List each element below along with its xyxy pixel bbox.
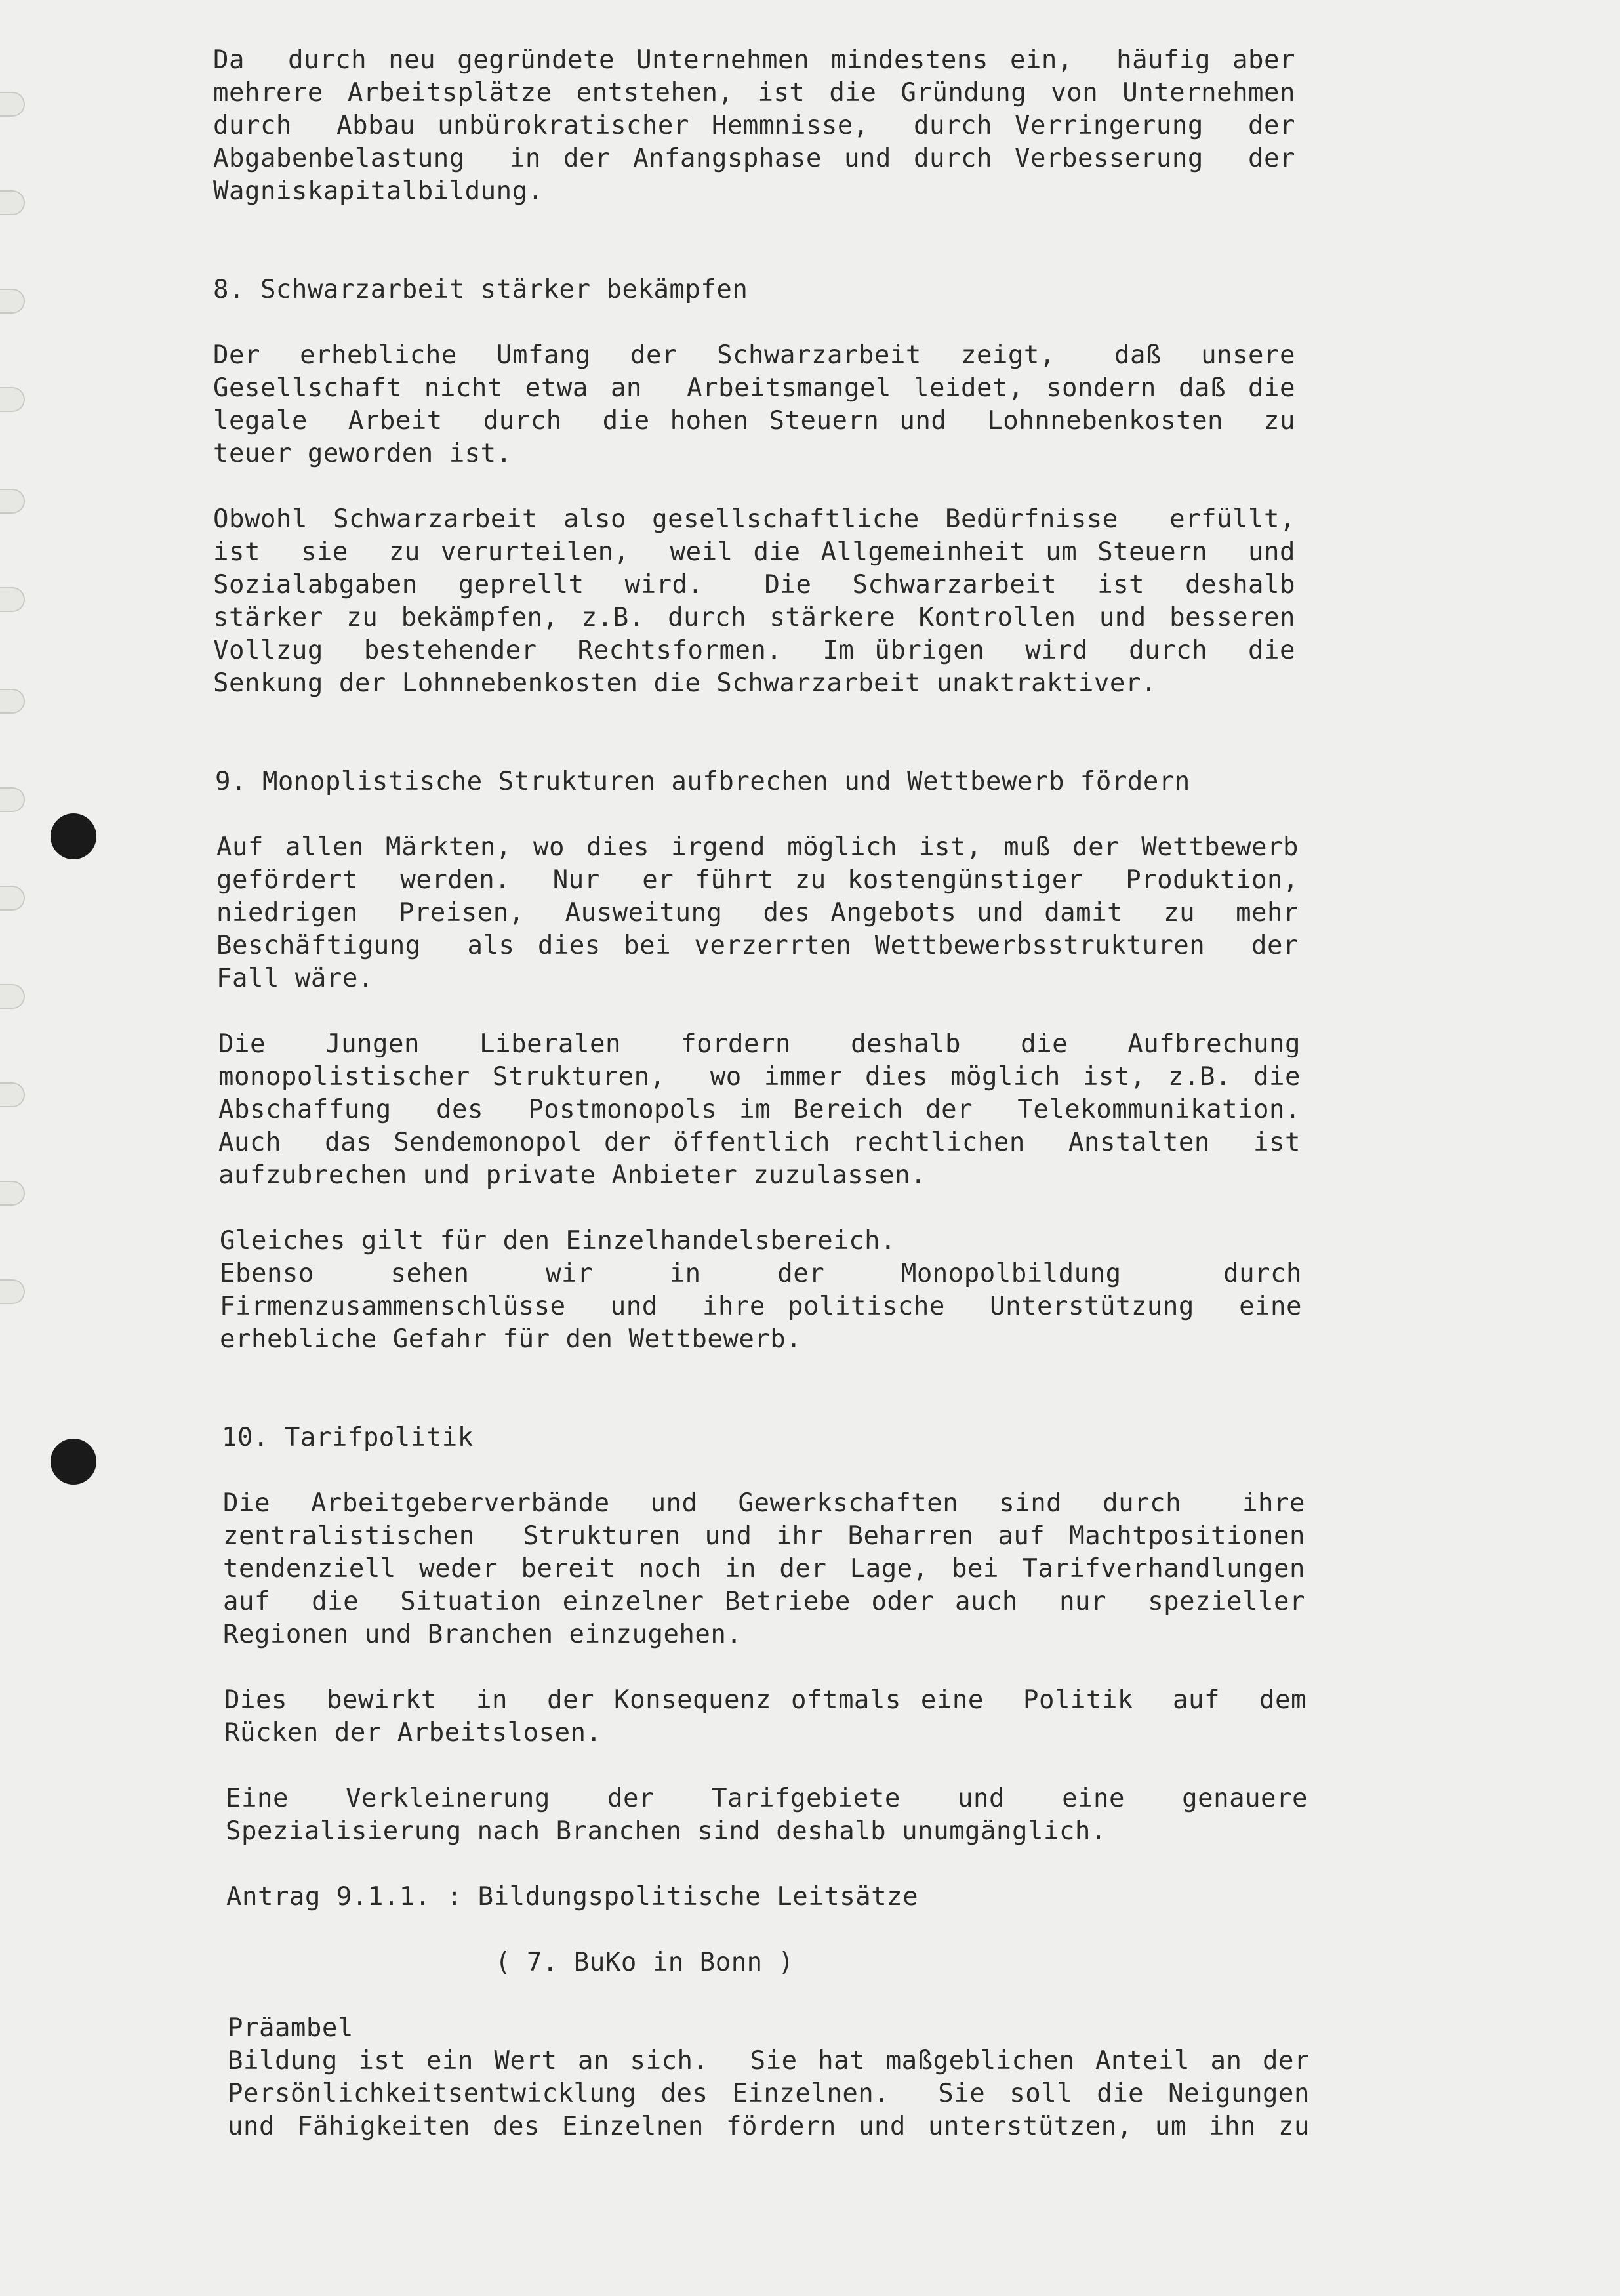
edge-mark xyxy=(0,689,25,714)
edge-mark xyxy=(0,1082,25,1107)
text-line: Dies bewirkt in der Konsequenz oftmals eine Politik auf dem xyxy=(224,1685,1306,1715)
antrag-subtitle: ( 7. BuKo in Bonn ) xyxy=(495,1948,794,1977)
paragraph-bildung xyxy=(228,2045,1310,2143)
paragraph-schwarzarbeit-2 xyxy=(213,503,1295,700)
text-line: Bildung ist ein Wert an sich. Sie hat maßgeblichen Anteil an der xyxy=(228,2046,1310,2076)
text-line: Auch das Sendemonopol der öffentlich rechtlichen Anstalten ist xyxy=(218,1128,1301,1157)
text-line: erhebliche Gefahr für den Wettbewerb. xyxy=(220,1324,802,1354)
text-line: durch Abbau unbürokratischer Hemmnisse, durch Verringerung der xyxy=(213,111,1295,140)
edge-mark xyxy=(0,489,25,514)
edge-mark xyxy=(0,190,25,215)
section-heading-10: 10. Tarifpolitik xyxy=(222,1423,474,1452)
text-line: Abschaffung des Postmonopols im Bereich der Telekommunikation. xyxy=(218,1095,1301,1124)
text-line: Sozialabgaben geprellt wird. Die Schwarzarbeit ist deshalb xyxy=(213,570,1295,600)
text-line: Obwohl Schwarzarbeit also gesellschaftliche Bedürfnisse erfüllt, xyxy=(213,504,1295,534)
edge-mark xyxy=(0,387,25,412)
text-line: gefördert werden. Nur er führt zu kostengünstiger Produktion, xyxy=(216,865,1299,895)
text-line: zentralistischen Strukturen und ihr Beharren auf Machtpositionen xyxy=(223,1521,1305,1551)
text-line: Gleiches gilt für den Einzelhandelsbereich. xyxy=(220,1226,897,1256)
edge-mark xyxy=(0,587,25,612)
edge-mark xyxy=(0,984,25,1009)
punch-hole xyxy=(51,813,96,859)
edge-mark xyxy=(0,787,25,812)
paragraph-tarif-1 xyxy=(223,1487,1305,1651)
paragraph-tarif-2 xyxy=(224,1684,1306,1750)
edge-mark xyxy=(0,289,25,314)
punch-hole xyxy=(51,1439,96,1485)
text-line: teuer geworden ist. xyxy=(213,439,512,468)
text-line: Gesellschaft nicht etwa an Arbeitsmangel leidet, sondern daß die xyxy=(213,373,1295,403)
paragraph-wettbewerb-3 xyxy=(220,1225,1302,1356)
paragraph-tarif-3 xyxy=(226,1782,1308,1848)
text-line: auf die Situation einzelner Betriebe oder auch nur spezieller xyxy=(223,1587,1305,1616)
text-line: Ebenso sehen wir in der Monopolbildung durch xyxy=(220,1259,1302,1288)
text-line: Wagniskapitalbildung. xyxy=(213,176,544,206)
text-line: Vollzug bestehender Rechtsformen. Im übrigen wird durch die xyxy=(213,636,1295,665)
text-line: Die Arbeitgeberverbände und Gewerkschaften sind durch ihre xyxy=(223,1488,1305,1518)
text-line: ist sie zu verurteilen, weil die Allgemeinheit um Steuern und xyxy=(213,537,1295,567)
text-line: tendenziell weder bereit noch in der Lage, bei Tarifverhandlungen xyxy=(223,1554,1305,1584)
text-line: Die Jungen Liberalen fordern deshalb die Aufbrechung xyxy=(218,1029,1301,1059)
paragraph-wettbewerb-1 xyxy=(216,831,1299,995)
text-line: Der erhebliche Umfang der Schwarzarbeit zeigt, daß unsere xyxy=(213,340,1295,370)
text-line: Regionen und Branchen einzugehen. xyxy=(223,1620,742,1649)
paragraph-schwarzarbeit-1 xyxy=(213,339,1295,470)
antrag-title: Antrag 9.1.1. : Bildungspolitische Leitsätze xyxy=(226,1882,919,1912)
praeambel-heading: Präambel xyxy=(228,2013,354,2043)
text-line: Fall wäre. xyxy=(216,964,374,993)
edge-mark xyxy=(0,92,25,117)
section-heading-9: 9. Monoplistische Strukturen aufbrechen und Wettbewerb fördern xyxy=(215,767,1190,796)
text-line: Auf allen Märkten, wo dies irgend möglich ist, muß der Wettbewerb xyxy=(216,832,1299,862)
text-line: und Fähigkeiten des Einzelnen fördern und unterstützen, um ihn zu xyxy=(228,2112,1310,2141)
text-line: Da durch neu gegründete Unternehmen mindestens ein, häufig aber xyxy=(213,45,1295,75)
text-line: stärker zu bekämpfen, z.B. durch stärkere Kontrollen und besseren xyxy=(213,603,1295,632)
text-line: aufzubrechen und private Anbieter zuzulassen. xyxy=(218,1160,927,1190)
text-line: legale Arbeit durch die hohen Steuern und Lohnnebenkosten zu xyxy=(213,406,1295,436)
text-line: Senkung der Lohnnebenkosten die Schwarzarbeit unaktraktiver. xyxy=(213,668,1157,698)
text-line: Abgabenbelastung in der Anfangsphase und durch Verbesserung der xyxy=(213,144,1295,173)
section-heading-8: 8. Schwarzarbeit stärker bekämpfen xyxy=(213,275,748,304)
text-line: Beschäftigung als dies bei verzerrten Wettbewerbsstrukturen der xyxy=(216,931,1299,960)
text-line: niedrigen Preisen, Ausweitung des Angebots und damit zu mehr xyxy=(216,898,1299,928)
text-line: Firmenzusammenschlüsse und ihre politische Unterstützung eine xyxy=(220,1292,1302,1321)
text-line: mehrere Arbeitsplätze entstehen, ist die Gründung von Unternehmen xyxy=(213,78,1295,108)
edge-mark xyxy=(0,1279,25,1304)
text-line: Persönlichkeitsentwicklung des Einzelnen. Sie soll die Neigungen xyxy=(228,2079,1310,2108)
paragraph-wettbewerb-2 xyxy=(218,1028,1301,1192)
text-line: monopolistischer Strukturen, wo immer dies möglich ist, z.B. die xyxy=(218,1062,1301,1092)
text-line: Eine Verkleinerung der Tarifgebiete und eine genauere xyxy=(226,1784,1308,1813)
edge-mark xyxy=(0,886,25,911)
text-line: Rücken der Arbeitslosen. xyxy=(224,1718,602,1748)
paragraph-founding xyxy=(213,44,1295,208)
text-line: Spezialisierung nach Branchen sind deshalb unumgänglich. xyxy=(226,1816,1106,1846)
edge-mark xyxy=(0,1181,25,1206)
